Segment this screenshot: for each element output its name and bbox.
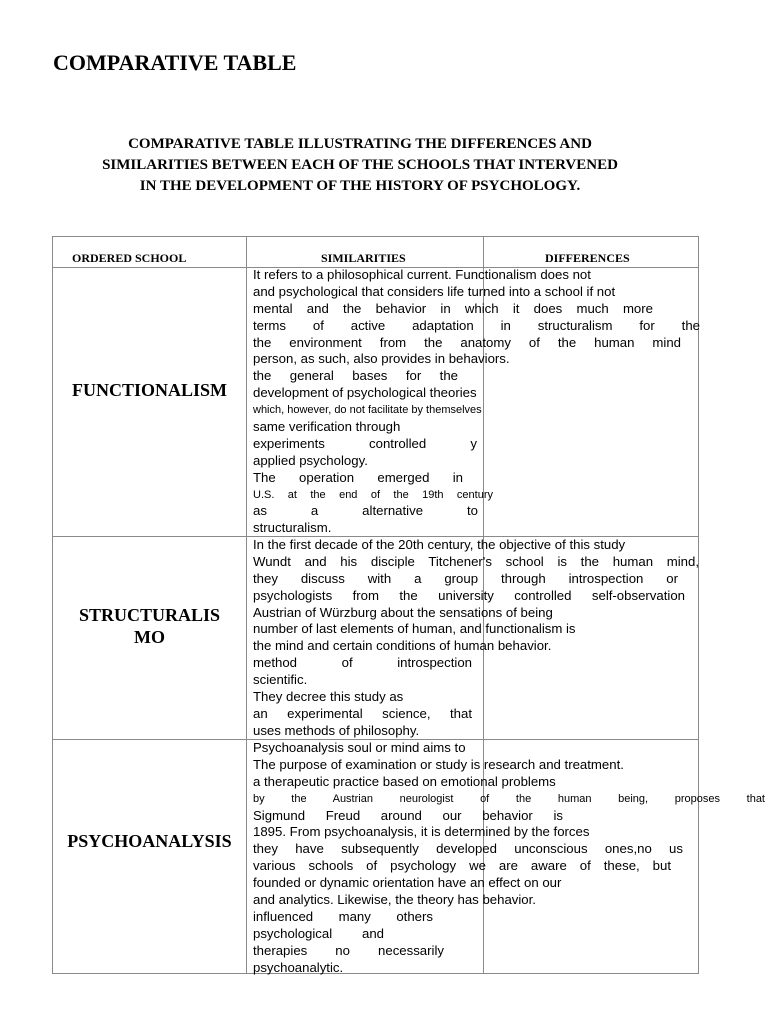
text-line: therapies no necessarily [253, 942, 444, 958]
text-line: influenced many others [253, 908, 433, 924]
header-similarities: SIMILARITIES [321, 251, 406, 265]
text-line: structuralism. [253, 520, 332, 536]
text-line: scientific. [253, 672, 308, 688]
text-line: as a alternative to [253, 503, 478, 519]
text-line: a therapeutic practice based on emotional problems [253, 773, 556, 789]
school-name-line: MO [134, 627, 165, 647]
text-line: psychologists from the university controlled self-observation [253, 587, 685, 603]
text-line: person, as such, also provides in behaviors. [253, 351, 510, 367]
text-line: 1895. From psychoanalysis, it is determined by the forces [253, 824, 590, 840]
text-line: The purpose of examination or study is research and treatment. [253, 756, 624, 772]
text-line: psychological and [253, 925, 384, 941]
text-line: mental and the behavior in which it does much more [253, 300, 653, 316]
text-line: uses methods of philosophy. [253, 722, 420, 738]
text-line: the mind and certain conditions of human behavior. [253, 638, 552, 654]
row-text-functionalism [253, 267, 700, 537]
text-line: Wundt and his disciple Titchener's school is the human mind, [253, 553, 699, 569]
text-line: number of last elements of human, and functionalism is [253, 621, 576, 637]
school-name-line: STRUCTURALIS [78, 605, 221, 625]
text-line: method of introspection [253, 655, 472, 671]
text-line: Sigmund Freud around our behavior is [253, 807, 563, 823]
subtitle-line: COMPARATIVE TABLE ILLUSTRATING THE DIFFERENCES AND [128, 136, 592, 152]
text-line: the general bases for the [253, 368, 458, 384]
text-line: applied psychology. [253, 452, 368, 468]
text-line: It refers to a philosophical current. Functionalism does not [253, 267, 591, 282]
text-line: they discuss with a group through introspection or [253, 570, 678, 586]
school-name-psychoanalysis [53, 830, 246, 852]
school-name-functionalism [53, 379, 246, 401]
text-line: Austrian of Würzburg about the sensations of being [253, 604, 553, 620]
text-line: by the Austrian neurologist of the human being, proposes that [253, 792, 765, 805]
text-line: same verification through [253, 419, 401, 435]
school-name-structuralismo [53, 604, 246, 648]
text-line: which, however, do not facilitate by themselves [253, 404, 482, 417]
header-differences: DIFFERENCES [545, 251, 630, 265]
text-line: and psychological that considers life turned into a school if not [253, 283, 616, 299]
subtitle-line: IN THE DEVELOPMENT OF THE HISTORY OF PSYCHOLOGY. [139, 178, 581, 194]
text-line: founded or dynamic orientation have an effect on our [253, 875, 562, 891]
subtitle-line: SIMILARITIES BETWEEN EACH OF THE SCHOOLS THAT INTERVENED [102, 157, 618, 173]
text-line: They decree this study as [253, 689, 404, 705]
comparative-table [52, 236, 765, 975]
text-line: terms of active adaptation in structuralism for the [253, 317, 700, 333]
text-line: they have subsequently developed unconscious ones,no us [253, 841, 683, 857]
text-line: In the first decade of the 20th century, the objective of this study [253, 537, 626, 552]
row-text-structuralismo [253, 537, 700, 740]
text-line: The operation emerged in [253, 469, 463, 485]
document-subtitle [60, 134, 660, 197]
text-line: experiments controlled y [253, 435, 477, 451]
text-line: and analytics. Likewise, the theory has behavior. [253, 892, 536, 908]
text-line: U.S. at the end of the 19th century [253, 488, 493, 501]
header-ordered-school: ORDERED SCHOOL [72, 251, 187, 265]
text-line: psychoanalytic. [253, 959, 344, 975]
school-name-line: FUNCTIONALISM [71, 380, 227, 400]
text-line: various schools of psychology we are aware of these, but [253, 858, 671, 874]
text-line: development of psychological theories [253, 385, 477, 401]
column-divider [246, 237, 247, 973]
school-name-line: PSYCHOANALYSIS [67, 831, 232, 851]
text-line: Psychoanalysis soul or mind aims to [253, 740, 466, 755]
document-title: COMPARATIVE TABLE [53, 50, 297, 75]
text-line: an experimental science, that [253, 705, 472, 721]
row-text-psychoanalysis [253, 740, 765, 976]
text-line: the environment from the anatomy of the human mind [253, 334, 681, 350]
